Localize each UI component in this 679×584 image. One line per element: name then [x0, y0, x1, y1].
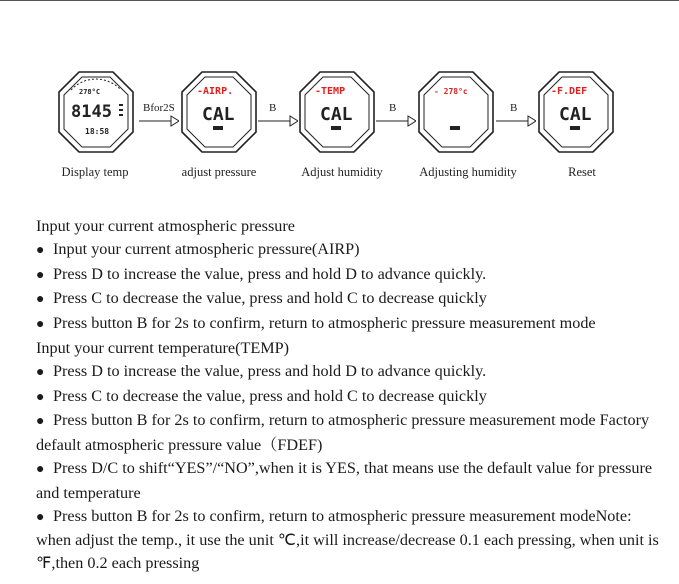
- bullet: ●: [36, 292, 45, 308]
- bullet: ●: [36, 242, 45, 258]
- instruction-text: Press D to increase the value, press and hold D to advance quickly.: [53, 264, 487, 283]
- instruction-line: [36, 385, 666, 410]
- instruction-line: [36, 215, 666, 238]
- screen-top-text: - 278°c: [434, 87, 468, 96]
- top-divider: [0, 0, 679, 1]
- instruction-text: Input your current atmospheric pressure(AIRP): [53, 239, 360, 258]
- screen-top-text: -F.DEF: [551, 86, 588, 97]
- bullet: ●: [36, 364, 45, 380]
- screen-mid-text: CAL: [559, 104, 592, 125]
- caption-reset: Reset: [568, 165, 596, 179]
- screen-bottom-text: 18:58: [85, 127, 110, 136]
- instruction-line: [36, 360, 666, 385]
- instruction-text: Press button B for 2s to confirm, return to atmospheric pressure measurement mode Factory default atmospheric pressure value（FDEF): [36, 411, 650, 455]
- watch-face-icon: [298, 70, 376, 154]
- arrow-3: [376, 114, 416, 128]
- instruction-line: [36, 505, 666, 575]
- screen-top-text: -TEMP: [315, 86, 346, 97]
- watch-adjusting-humidity: [417, 70, 495, 154]
- instruction-line: [36, 263, 666, 288]
- watch-adjust-humidity: [298, 70, 376, 154]
- instruction-text: Press C to decrease the value, press and hold C to decrease quickly: [53, 386, 487, 405]
- instruction-text: Input your current atmospheric pressure: [36, 217, 295, 235]
- arrow-1: [139, 114, 179, 128]
- watch-display-temp: [57, 70, 135, 154]
- arrow-4-label: B: [510, 102, 518, 114]
- caption-adjust-pressure: adjust pressure: [181, 165, 257, 179]
- instruction-text: Press D to increase the value, press and hold D to advance quickly.: [53, 361, 487, 380]
- watch-face-icon: [180, 70, 258, 154]
- instruction-line: [36, 409, 666, 457]
- screen-mid-text: CAL: [202, 104, 235, 125]
- bullet: ●: [36, 267, 45, 283]
- bullet: ●: [36, 414, 45, 430]
- instruction-line: [36, 337, 666, 360]
- caption-adjust-humidity: Adjust humidity: [301, 165, 383, 179]
- bullet: ●: [36, 389, 45, 405]
- screen-top-text: -AIRP.: [197, 86, 234, 97]
- instruction-text: Press button B for 2s to confirm, return to atmospheric pressure measurement mode: [53, 314, 596, 333]
- instruction-line: [36, 238, 666, 263]
- arrow-2: [258, 114, 298, 128]
- bullet: ●: [36, 317, 45, 333]
- arrow-3-label: B: [389, 102, 397, 114]
- watch-adjust-pressure: [180, 70, 258, 154]
- instruction-line: [36, 457, 666, 505]
- watch-face-icon: [537, 70, 615, 154]
- instructions-text: [36, 215, 666, 575]
- instruction-line: [36, 312, 666, 337]
- screen-top-text: 278°C: [79, 88, 101, 96]
- bullet: ●: [36, 461, 45, 477]
- watch-mode-diagram: [0, 70, 679, 190]
- instruction-text: Input your current temperature(TEMP): [36, 338, 290, 357]
- arrow-4: [496, 114, 536, 128]
- caption-display-temp: Display temp: [61, 165, 129, 179]
- instruction-line: [36, 287, 666, 312]
- bullet: ●: [36, 509, 45, 525]
- watch-face-icon: [417, 70, 495, 154]
- instruction-text: Press D/C to shift“YES”/“NO”,when it is YES, that means use the default value for pressure and temperature: [36, 458, 653, 502]
- instruction-text: Press button B for 2s to confirm, return to atmospheric pressure measurement modeNote: when adjust the temp., it use the unit ℃,it will increase/decrease 0.1 each pressing, when unit is ℉,then 0.2 each pressing: [36, 506, 659, 573]
- screen-mid-text: CAL: [320, 104, 353, 125]
- caption-adjusting-humidity: Adjusting humidity: [419, 165, 517, 179]
- arrow-2-label: B: [269, 102, 277, 114]
- instruction-text: Press C to decrease the value, press and hold C to decrease quickly: [53, 289, 487, 308]
- watch-face-icon: [57, 70, 135, 154]
- watch-reset: [537, 70, 615, 154]
- arrow-1-label: Bfor2S: [143, 102, 175, 114]
- screen-mid-text: 8145: [71, 102, 112, 122]
